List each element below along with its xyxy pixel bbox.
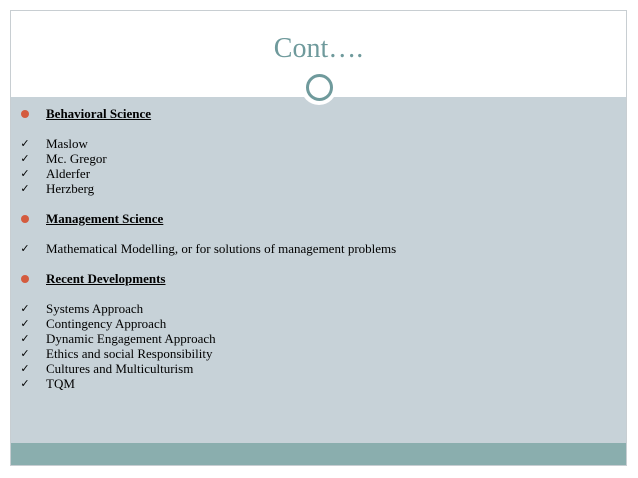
slide: [10, 10, 627, 466]
checkmark-icon: ✓: [20, 137, 30, 150]
list-item-text: TQM: [46, 376, 75, 391]
list-item-text: Cultures and Multiculturism: [46, 361, 194, 376]
checkmark-icon: ✓: [20, 302, 30, 315]
list-item-text: Dynamic Engagement Approach: [46, 331, 216, 346]
slide-title: Cont….: [273, 33, 364, 64]
bullet-dot-icon: [17, 211, 33, 226]
list-item-text: Mc. Gregor: [46, 151, 107, 166]
list-item-text: Systems Approach: [46, 301, 144, 316]
checkmark-icon: ✓: [20, 242, 30, 255]
checkmark-icon: ✓: [20, 332, 30, 345]
checkmark-icon: ✓: [20, 377, 30, 390]
list-item-text: Contingency Approach: [46, 316, 167, 331]
section-heading-text: Behavioral Science: [46, 106, 152, 121]
list-item-text: Mathematical Modelling, or for solutions of management problems: [46, 241, 397, 256]
list-item-text: Alderfer: [46, 166, 91, 181]
list-item-text: Ethics and social Responsibility: [46, 346, 213, 361]
section-heading-text: Recent Developments: [46, 271, 166, 286]
checkmark-icon: ✓: [20, 167, 30, 180]
checkmark-icon: ✓: [20, 317, 30, 330]
bullet-dot-icon: [17, 106, 33, 121]
checkmark-icon: ✓: [20, 362, 30, 375]
section-heading-text: Management Science: [46, 211, 164, 226]
bullet-dot-icon: [17, 271, 33, 286]
checkmark-icon: ✓: [20, 347, 30, 360]
ring-icon-stroke: [306, 74, 333, 101]
ring-icon: [301, 69, 337, 105]
checkmark-icon: ✓: [20, 182, 30, 195]
list-item-text: Herzberg: [46, 181, 95, 196]
checkmark-icon: ✓: [20, 152, 30, 165]
list-item-text: Maslow: [46, 136, 88, 151]
footer-bar: [11, 443, 626, 465]
